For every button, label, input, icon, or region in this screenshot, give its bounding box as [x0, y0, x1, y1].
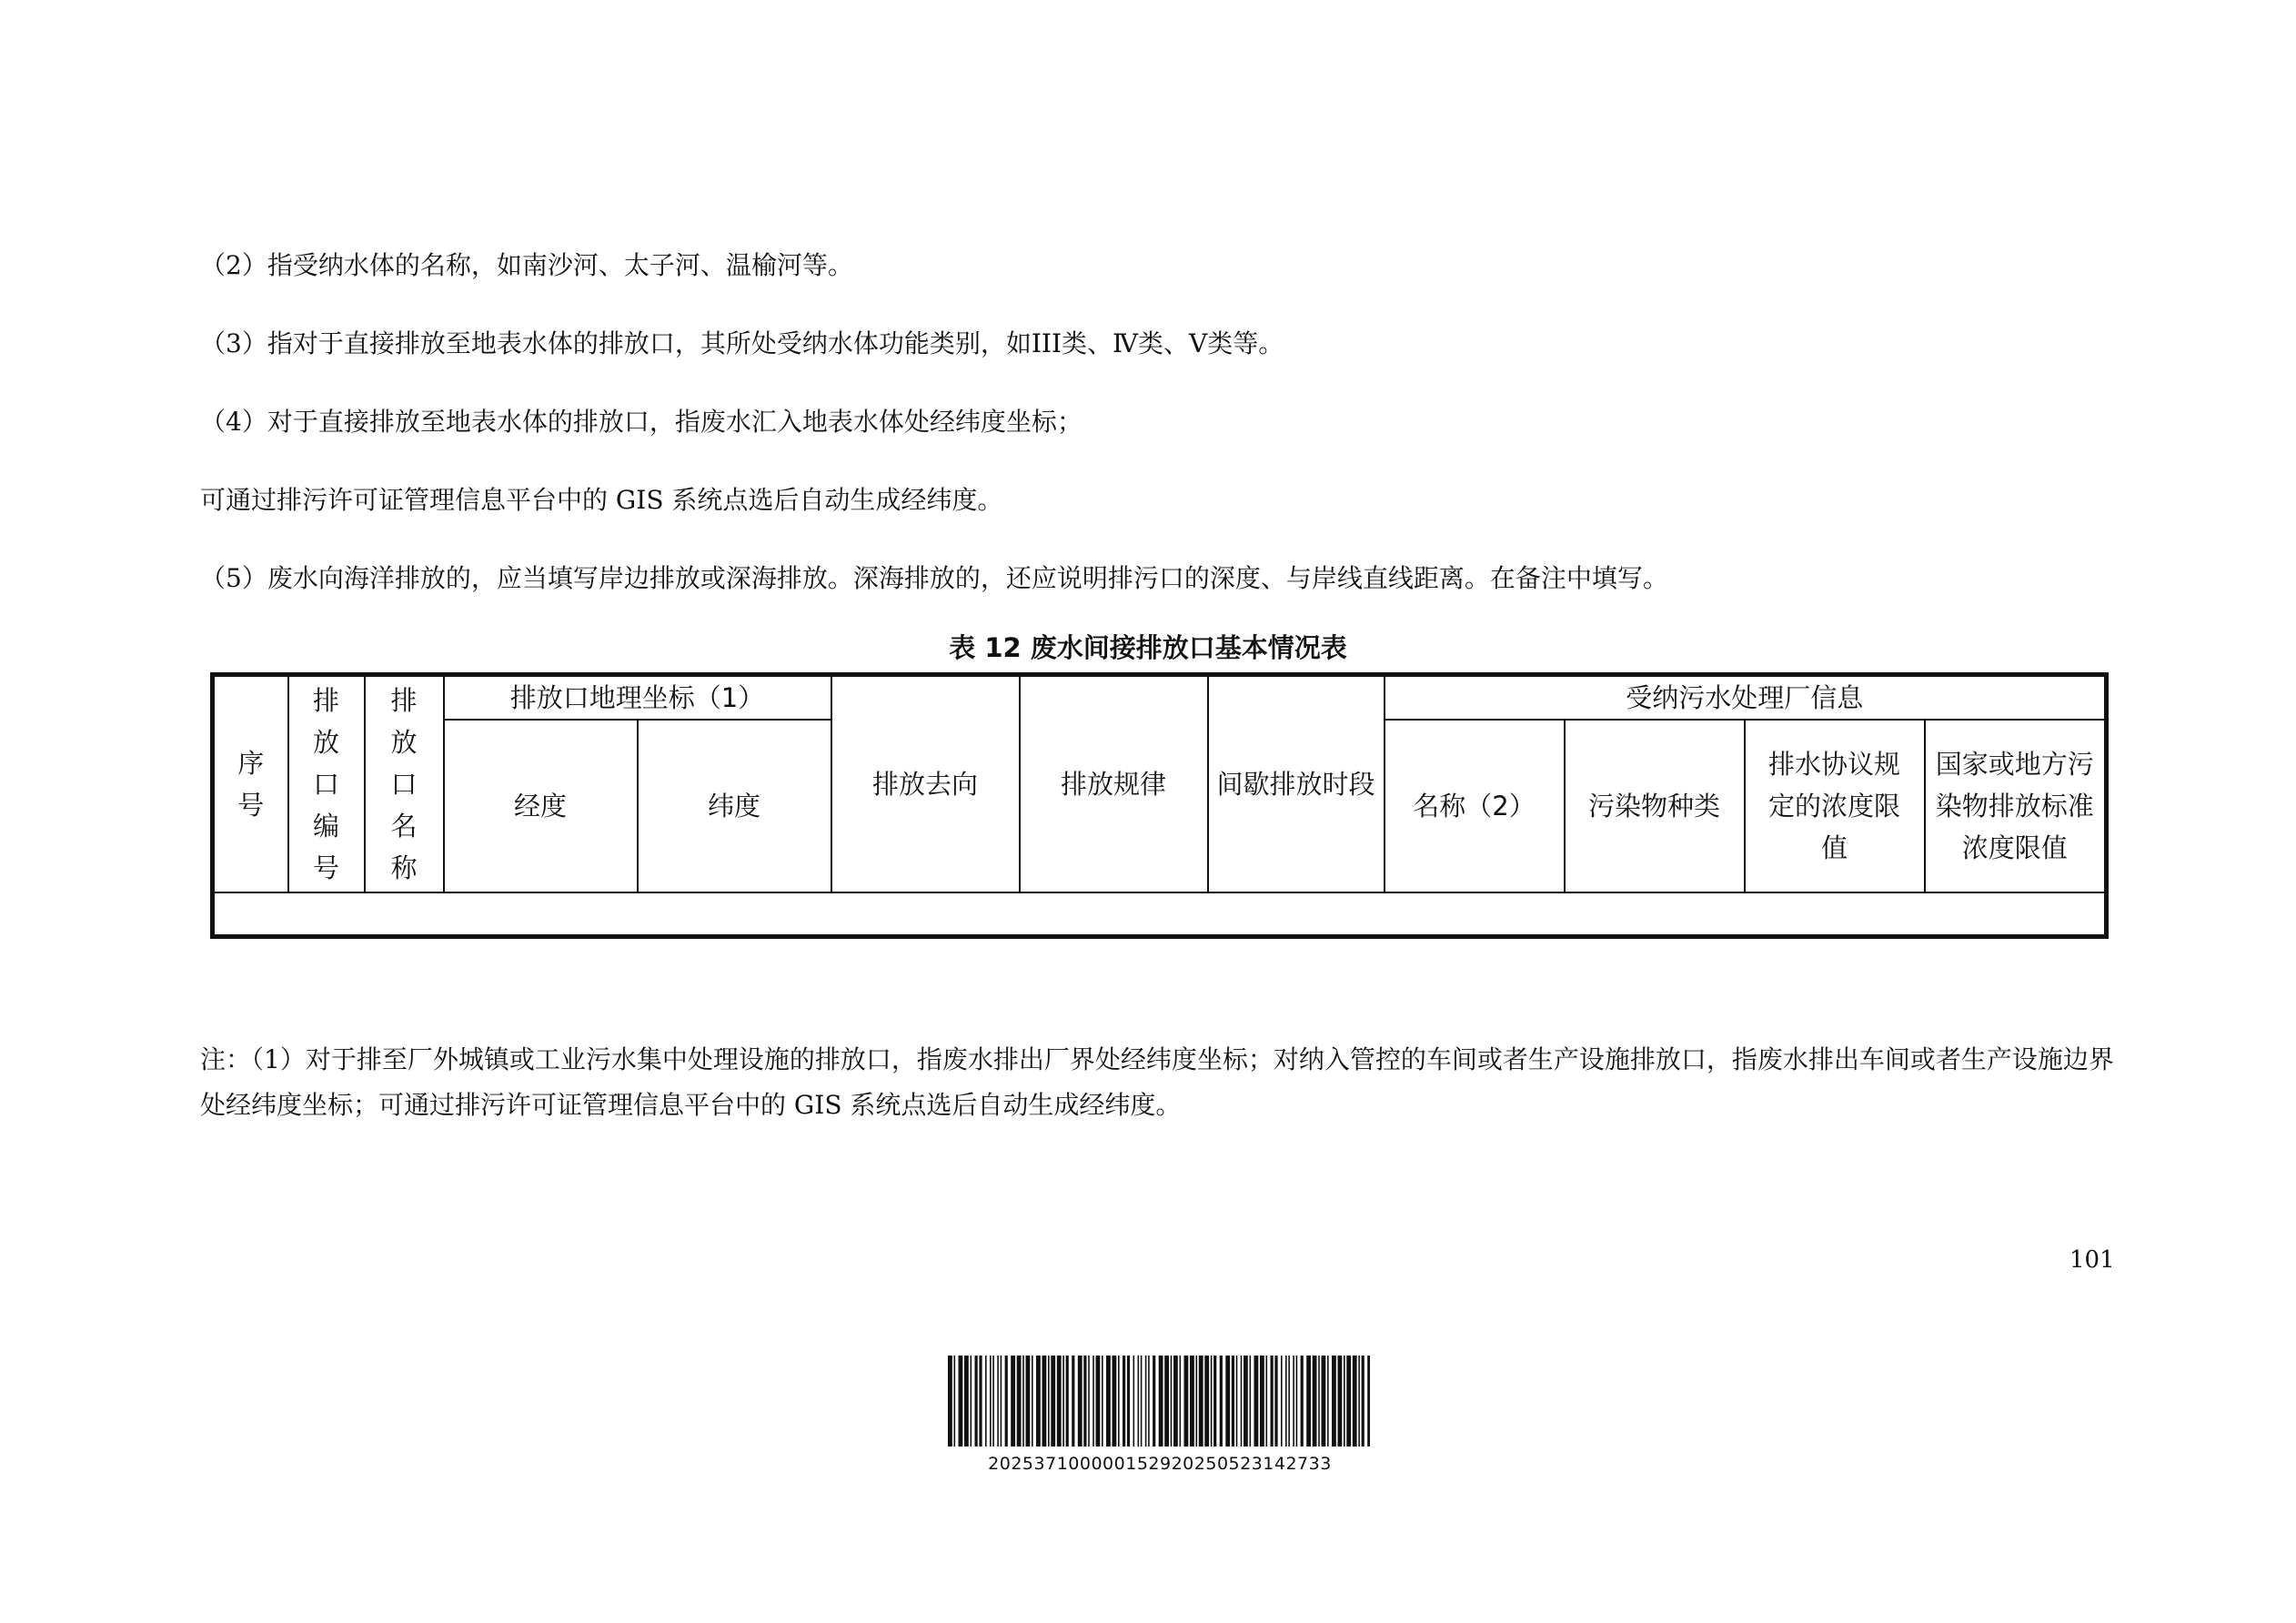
header-longitude: 经度 [444, 720, 638, 892]
wastewater-outlet-table [210, 672, 2109, 939]
page-number: 101 [2069, 1246, 2115, 1274]
paragraph-3: （3）指对于直接排放至地表水体的排放口，其所处受纳水体功能类别，如III类、Ⅳ类、Ⅴ类等。 [200, 328, 1284, 358]
table-row-empty [213, 892, 2107, 936]
header-agreement-limit: 排水协议规定的浓度限值 [1745, 720, 1925, 892]
header-pattern: 排放规律 [1020, 675, 1208, 893]
paragraph-5: （5）废水向海洋排放的，应当填写岸边排放或深海排放。深海排放的，还应说明排污口的深度、与岸线直线距离。在备注中填写。 [200, 563, 1668, 593]
header-plant-group: 受纳污水处理厂信息 [1385, 675, 2107, 721]
paragraph-4: （4）对于直接排放至地表水体的排放口，指废水汇入地表水体处经纬度坐标； [200, 407, 1083, 437]
footnote: 注：（1）对于排至厂外城镇或工业污水集中处理设施的排放口，指废水排出厂界处经纬度坐标；对纳入管控的车间或者生产设施排放口，指废水排出车间或者生产设施边界处经纬度坐标；可通过排污许可证管理信息平台中的 GIS 系统点选后自动生成经纬度。 [200, 1044, 2114, 1120]
header-plant-name: 名称（2） [1385, 720, 1565, 892]
paragraph-gis: 可通过排污许可证管理信息平台中的 GIS 系统点选后自动生成经纬度。 [200, 485, 1003, 515]
header-outlet-id: 排放口编号 [288, 675, 365, 893]
header-destination: 排放去向 [831, 675, 1020, 893]
barcode-number: 2025371000001529202505231427​33 [988, 1454, 1332, 1474]
header-coords-group: 排放口地理坐标（1） [444, 675, 831, 721]
barcode-image [946, 1356, 1374, 1447]
table-caption: 表 12 废水间接排放口基本情况表 [949, 632, 1347, 663]
header-outlet-name: 排放口名称 [365, 675, 444, 893]
header-pollutant: 污染物种类 [1565, 720, 1745, 892]
paragraph-2: （2）指受纳水体的名称，如南沙河、太子河、温榆河等。 [200, 250, 853, 280]
header-seq: 序号 [213, 675, 288, 893]
header-intermittent: 间歇排放时段 [1208, 675, 1385, 893]
header-latitude: 纬度 [638, 720, 831, 892]
header-standard-limit: 国家或地方污染物排放标准浓度限值 [1925, 720, 2107, 892]
empty-cell [213, 892, 2107, 936]
